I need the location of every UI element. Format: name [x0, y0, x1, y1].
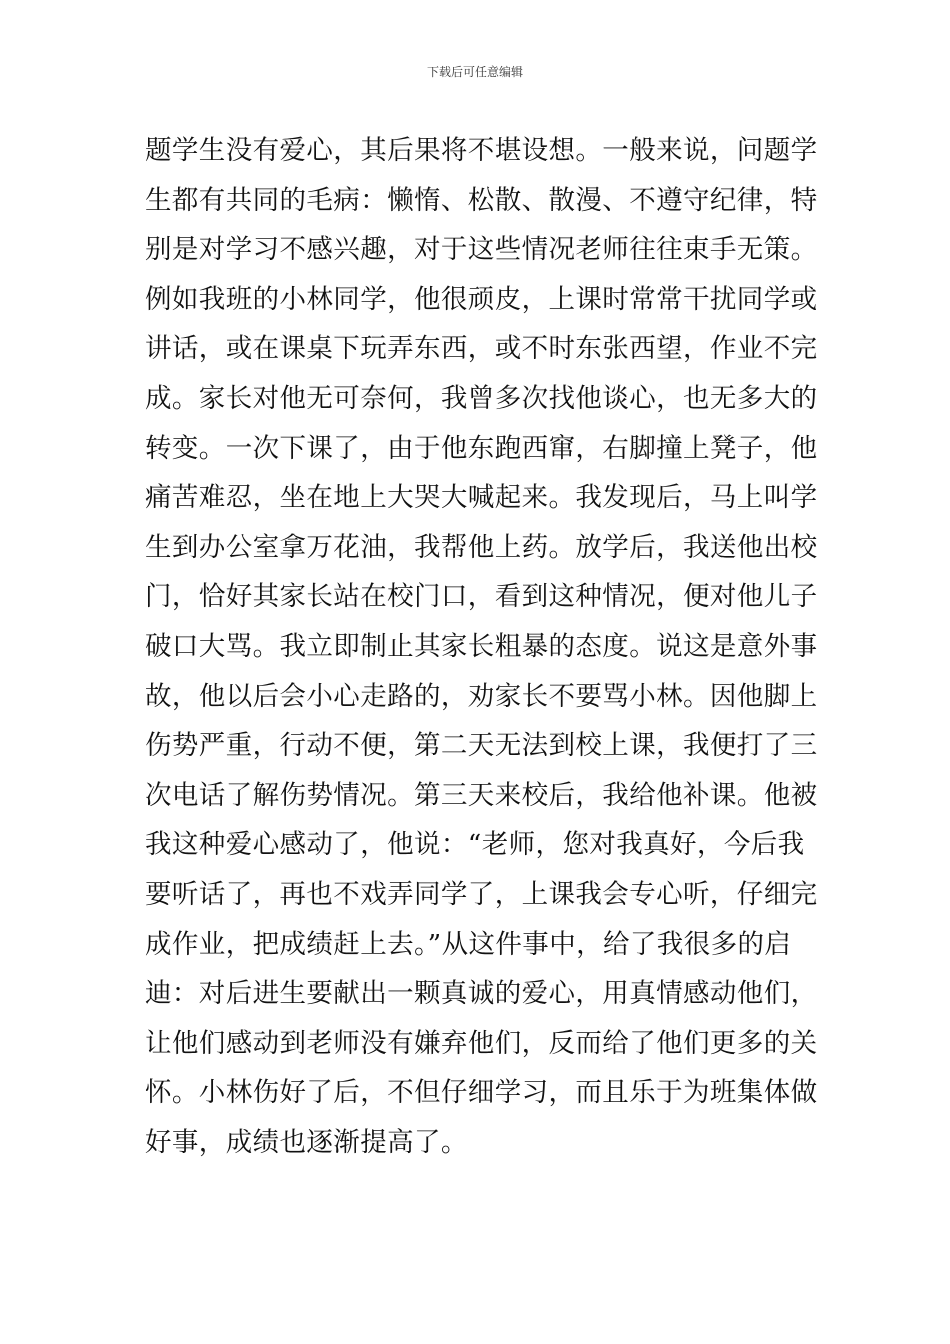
- text-line: 别是对学习不感兴趣，对于这些情况老师往往束手无策。: [145, 234, 818, 266]
- text-line: 生到办公室拿万花油，我帮他上药。放学后，我送他出校: [145, 531, 818, 563]
- text-line: 我这种爱心感动了，他说：“老师，您对我真好，今后我: [145, 829, 805, 861]
- text-line: 讲话，或在课桌下玩弄东西，或不时东张西望，作业不完: [145, 333, 818, 365]
- text-line: 破口大骂。我立即制止其家长粗暴的态度。说这是意外事: [145, 630, 818, 662]
- body-paragraph: [145, 126, 818, 1167]
- text-line: 转变。一次下课了，由于他东跑西窜，右脚撞上凳子，他: [145, 432, 818, 464]
- text-line: 故，他以后会小心走路的，劝家长不要骂小林。因他脚上: [145, 680, 818, 712]
- text-line: 门，恰好其家长站在校门口，看到这种情况，便对他儿子: [145, 581, 818, 613]
- text-line: 生都有共同的毛病：懒惰、松散、散漫、不遵守纪律，特: [145, 184, 818, 216]
- text-line: 痛苦难忍，坐在地上大哭大喊起来。我发现后，马上叫学: [145, 482, 818, 514]
- text-line: 次电话了解伤势情况。第三天来校后，我给他补课。他被: [145, 779, 818, 811]
- text-line: 好事，成绩也逐渐提高了。: [145, 1126, 468, 1158]
- text-line: 怀。小林伤好了后，不但仔细学习，而且乐于为班集体做: [145, 1077, 818, 1109]
- text-line: 成。家长对他无可奈何，我曾多次找他谈心，也无多大的: [145, 382, 818, 414]
- text-line: 成作业，把成绩赶上去。”从这件事中，给了我很多的启: [145, 928, 792, 960]
- text-line: 例如我班的小林同学，他很顽皮，上课时常常干扰同学或: [145, 283, 818, 315]
- text-line: 伤势严重，行动不便，第二天无法到校上课，我便打了三: [145, 730, 818, 762]
- text-line: 让他们感动到老师没有嫌弃他们，反而给了他们更多的关: [145, 1027, 818, 1059]
- text-line: 迪：对后进生要献出一颗真诚的爱心，用真情感动他们，: [145, 978, 818, 1010]
- page-header: 下载后可任意编辑: [426, 65, 523, 79]
- text-line: 题学生没有爱心，其后果将不堪设想。一般来说，问题学: [145, 135, 818, 166]
- text-line: 要听话了，再也不戏弄同学了，上课我会专心听，仔细完: [145, 878, 818, 910]
